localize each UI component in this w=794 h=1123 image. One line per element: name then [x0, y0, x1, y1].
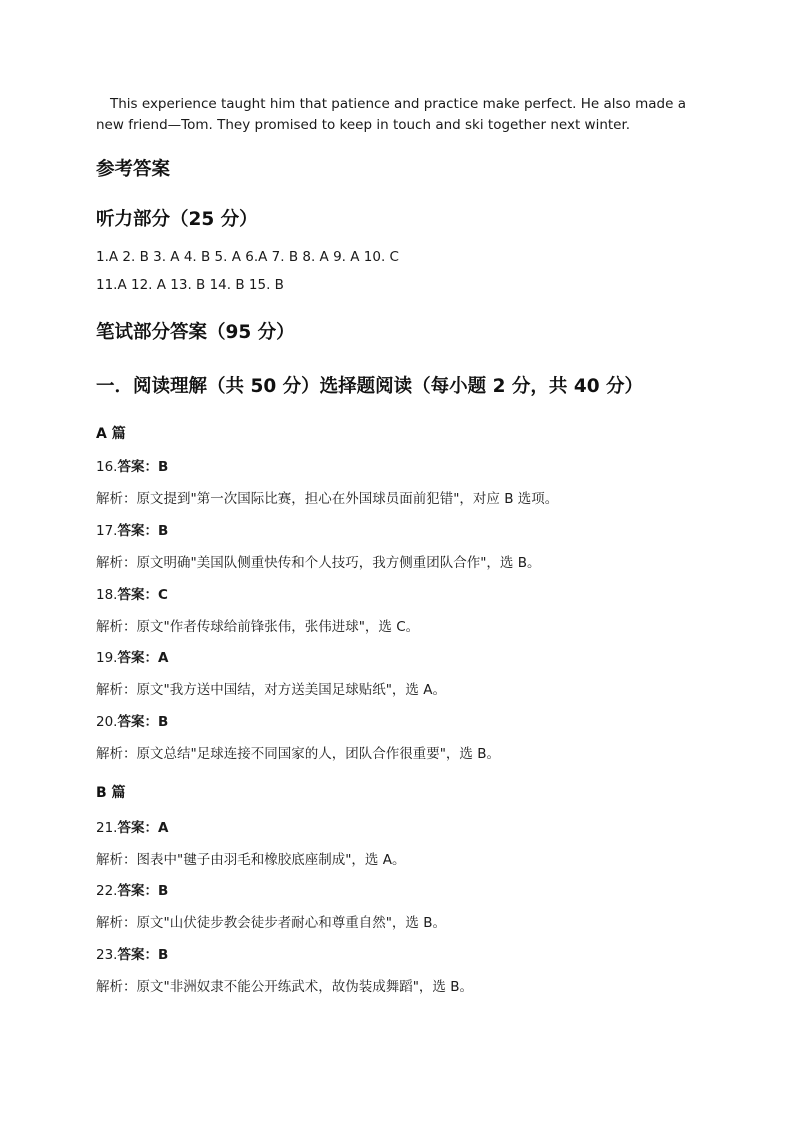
answer-line: [96, 943, 168, 963]
question-number: 23.: [96, 947, 118, 963]
intro-paragraph: [96, 94, 696, 136]
answer-value: B: [157, 714, 169, 730]
answer-value: B: [157, 523, 169, 539]
answer-label: 答案：: [117, 587, 158, 603]
passage-a-title: A 篇: [96, 426, 126, 442]
explanation-line: 解析：原文总结"足球连接不同国家的人，团队合作很重要"，选 B。: [96, 746, 500, 762]
explanation-line: 解析：原文"我方送中国结，对方送美国足球贴纸"，选 A。: [96, 682, 446, 698]
answer-value: C: [157, 587, 168, 603]
question-number: 16.: [96, 459, 118, 475]
answer-label: 答案：: [117, 650, 158, 666]
question-number: 22.: [96, 883, 118, 899]
answer-value: A: [157, 650, 169, 666]
written-section-title: 笔试部分答案（95 分）: [96, 322, 295, 343]
answer-label: 答案：: [117, 883, 158, 899]
question-number: 19.: [96, 650, 118, 666]
answer-value: A: [157, 820, 169, 836]
answer-line: [96, 816, 168, 836]
question-number: 18.: [96, 587, 118, 603]
answer-label: 答案：: [117, 459, 158, 475]
explanation-line: 解析：图表中"毽子由羽毛和橡胶底座制成"，选 A。: [96, 852, 406, 868]
answer-line: [96, 646, 168, 666]
answer-value: B: [157, 947, 169, 963]
answer-label: 答案：: [117, 714, 158, 730]
explanation-line: 解析：原文提到"第一次国际比赛，担心在外国球员面前犯错"，对应 B 选项。: [96, 491, 559, 507]
answer-line: [96, 879, 168, 899]
answer-line: [96, 710, 168, 730]
explanation-line: 解析：原文"非洲奴隶不能公开练武术，故伪装成舞蹈"，选 B。: [96, 979, 473, 995]
answer-label: 答案：: [117, 523, 158, 539]
question-number: 17.: [96, 523, 118, 539]
listening-answers-row-1: 1.A 2. B 3. A 4. B 5. A 6.A 7. B 8. A 9. A 10. C: [96, 249, 399, 265]
listening-section-title: 听力部分（25 分）: [96, 209, 258, 230]
answer-label: 答案：: [117, 820, 158, 836]
question-number: 21.: [96, 820, 118, 836]
answer-label: 答案：: [117, 947, 158, 963]
answer-line: [96, 519, 168, 539]
answer-line: [96, 455, 168, 475]
passage-b-title: B 篇: [96, 785, 126, 801]
intro-text: This experience taught him that patience and practice make perfect. He also made a new friend—Tom. They promised to keep in touch and ski together next winter.: [96, 96, 686, 133]
explanation-line: 解析：原文"山伏徒步教会徒步者耐心和尊重自然"，选 B。: [96, 915, 446, 931]
reading-section-title: 一．阅读理解（共 50 分）选择题阅读（每小题 2 分，共 40 分）: [96, 376, 644, 397]
answer-value: B: [157, 459, 169, 475]
answer-value: B: [157, 883, 169, 899]
reference-answer-title: 参考答案: [96, 159, 171, 180]
explanation-line: 解析：原文明确"美国队侧重快传和个人技巧，我方侧重团队合作"，选 B。: [96, 555, 541, 571]
question-number: 20.: [96, 714, 118, 730]
listening-answers-row-2: 11.A 12. A 13. B 14. B 15. B: [96, 277, 284, 293]
explanation-line: 解析：原文"作者传球给前锋张伟，张伟进球"，选 C。: [96, 619, 420, 635]
answer-line: [96, 583, 168, 603]
